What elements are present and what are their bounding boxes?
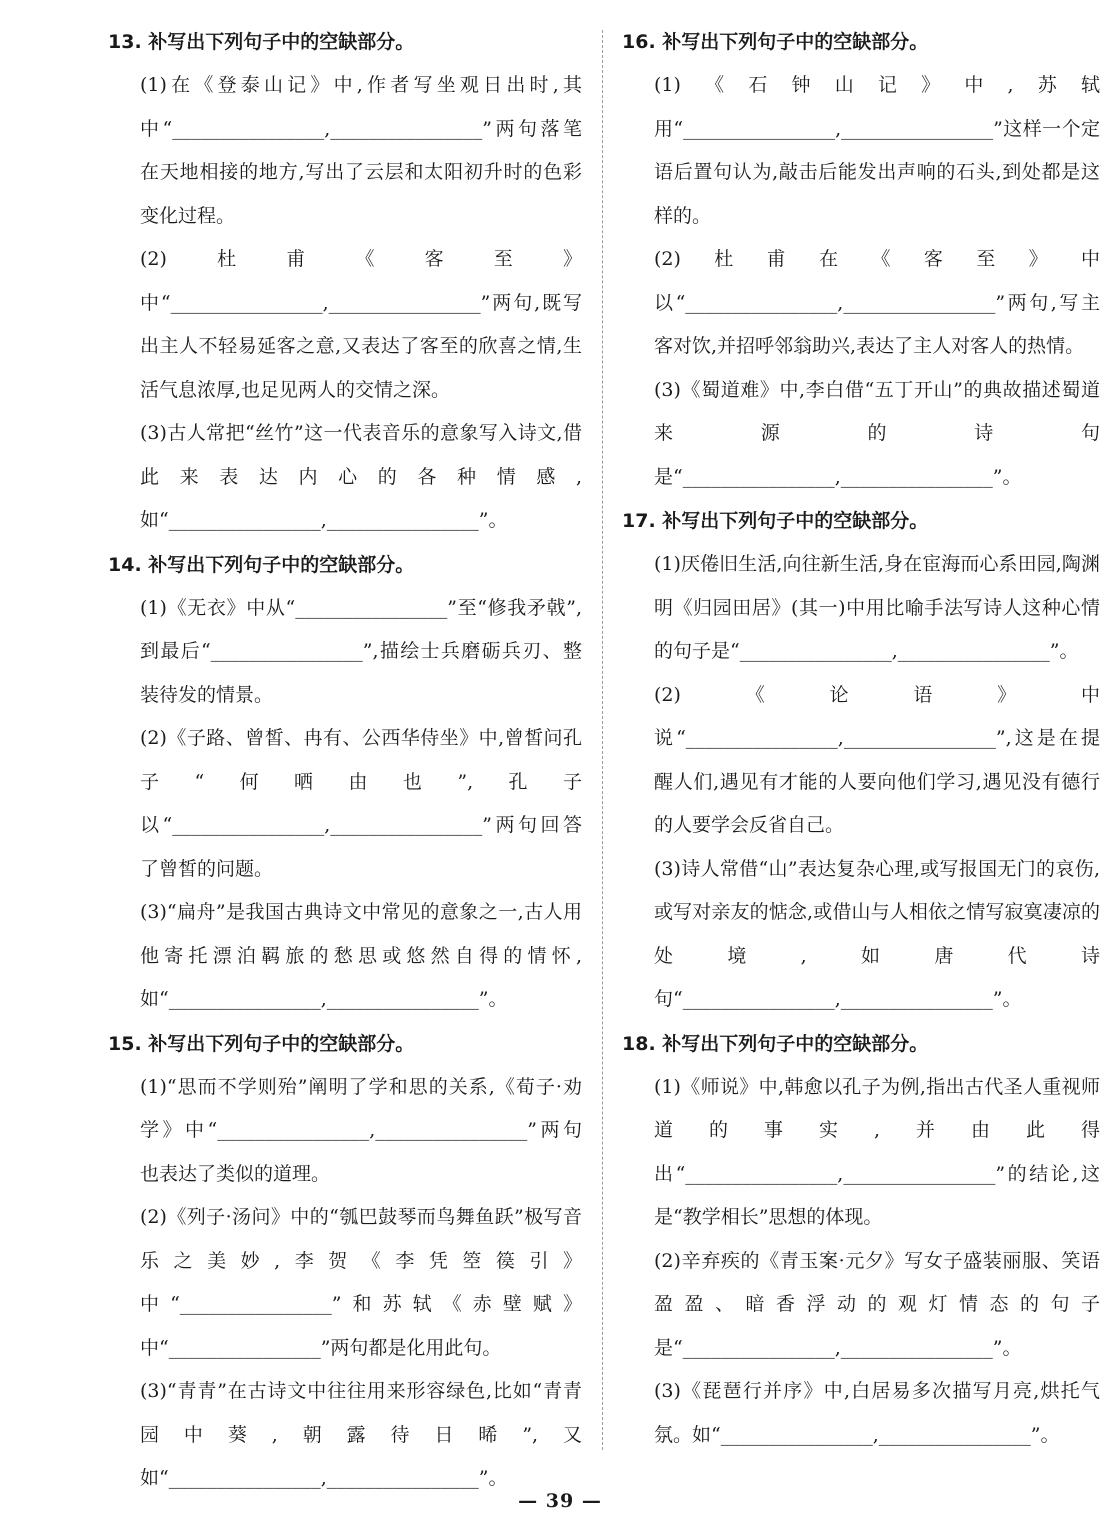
sub-question: (1)《无衣》中从“________________”至“修我矛戟”,到最后“________________”,描绘士兵磨砺兵刃、整装待发的情景。: [140, 596, 582, 706]
left-column: [108, 20, 582, 1501]
sub-question: (1)《师说》中,韩愈以孔子为例,指出古代圣人重视师道的事实,并由此得出“________________,________________”的结论,这是“教学相长”思想的体现。: [654, 1075, 1100, 1228]
sub-question: (1)在《登泰山记》中,作者写坐观日出时,其中“________________,________________”两句落笔在天地相接的地方,写出了云层和太阳初升时的色彩变化过程。: [140, 74, 582, 227]
sub-question: (3)诗人常借“山”表达复杂心理,或写报国无门的哀伤,或写对亲友的惦念,或借山与人相依之情写寂寞凄凉的处境,如唐代诗句“________________,________________”。: [654, 857, 1100, 1010]
page-number: — 39 —: [518, 1490, 602, 1512]
sub-question: (2)杜甫《客至》中“________________,________________”两句,既写出主人不轻易延客之意,又表达了客至的欣喜之情,生活气息浓厚,也足见两人的交情之深。: [140, 248, 582, 401]
sub-question: (1)“思而不学则殆”阐明了学和思的关系,《荀子·劝学》中“________________,________________”两句也表达了类似的道理。: [140, 1075, 582, 1185]
question-heading: 18. 补写出下列句子中的空缺部分。: [622, 1032, 929, 1055]
sub-question: (3)“扁舟”是我国古典诗文中常见的意象之一,古人用他寄托漂泊羁旅的愁思或悠然自得的情怀,如“________________,________________”。: [140, 901, 582, 1010]
sub-question: (3)《蜀道难》中,李白借“五丁开山”的典故描述蜀道来源的诗句是“________________,________________”。: [654, 378, 1100, 488]
question-14: [108, 543, 582, 1022]
sub-question: (3)古人常把“丝竹”这一代表音乐的意象写入诗文,借此来表达内心的各种情感,如“________________,________________”。: [140, 422, 582, 531]
sub-question: (3)《琵琶行并序》中,白居易多次描写月亮,烘托气氛。如“________________,________________”。: [654, 1380, 1100, 1446]
question-17: [622, 499, 1100, 1022]
question-heading: 15. 补写出下列句子中的空缺部分。: [108, 1032, 415, 1055]
question-heading: 17. 补写出下列句子中的空缺部分。: [622, 510, 929, 532]
sub-question: (2)杜甫在《客至》中以“________________,________________”两句,写主客对饮,并招呼邻翁助兴,表达了主人对客人的热情。: [654, 248, 1100, 357]
question-15: [108, 1022, 582, 1501]
sub-question: (2)《列子·汤问》中的“瓠巴鼓琴而鸟舞鱼跃”极写音乐之美妙,李贺《李凭箜篌引》中“________________”和苏轼《赤壁赋》中“________________”两句都是化用此句。: [140, 1206, 582, 1359]
question-13: [108, 20, 582, 543]
sub-question: (2)《子路、曾皙、冉有、公西华侍坐》中,曾皙问孔子“何哂由也”,孔子以“________________,________________”两句回答了曾皙的问题。: [140, 727, 582, 880]
question-16: [622, 20, 1100, 499]
question-heading: 13. 补写出下列句子中的空缺部分。: [108, 31, 415, 53]
sub-question: (2)《论语》中说“________________,________________”,这是在提醒人们,遇见有才能的人要向他们学习,遇见没有德行的人要学会反省自己。: [654, 683, 1100, 836]
sub-question: (3)“青青”在古诗文中往往用来形容绿色,比如“青青园中葵,朝露待日晞”,又如“________________,________________”。: [140, 1380, 582, 1489]
sub-question: (1)《石钟山记》中,苏轼用“________________,________________”这样一个定语后置句认为,敲击后能发出声响的石头,到处都是这样的。: [654, 74, 1100, 227]
question-18: [622, 1022, 1100, 1458]
sub-question: (1)厌倦旧生活,向往新生活,身在宦海而心系田园,陶渊明《归园田居》(其一)中用比喻手法写诗人这种心情的句子是“________________,________________”。: [654, 553, 1100, 662]
column-divider: [602, 30, 603, 1450]
right-column: [622, 20, 1100, 1457]
sub-question: (2)辛弃疾的《青玉案·元夕》写女子盛装丽服、笑语盈盈、暗香浮动的观灯情态的句子是“________________,________________”。: [654, 1249, 1100, 1359]
question-heading: 14. 补写出下列句子中的空缺部分。: [108, 553, 415, 576]
question-heading: 16. 补写出下列句子中的空缺部分。: [622, 31, 929, 53]
